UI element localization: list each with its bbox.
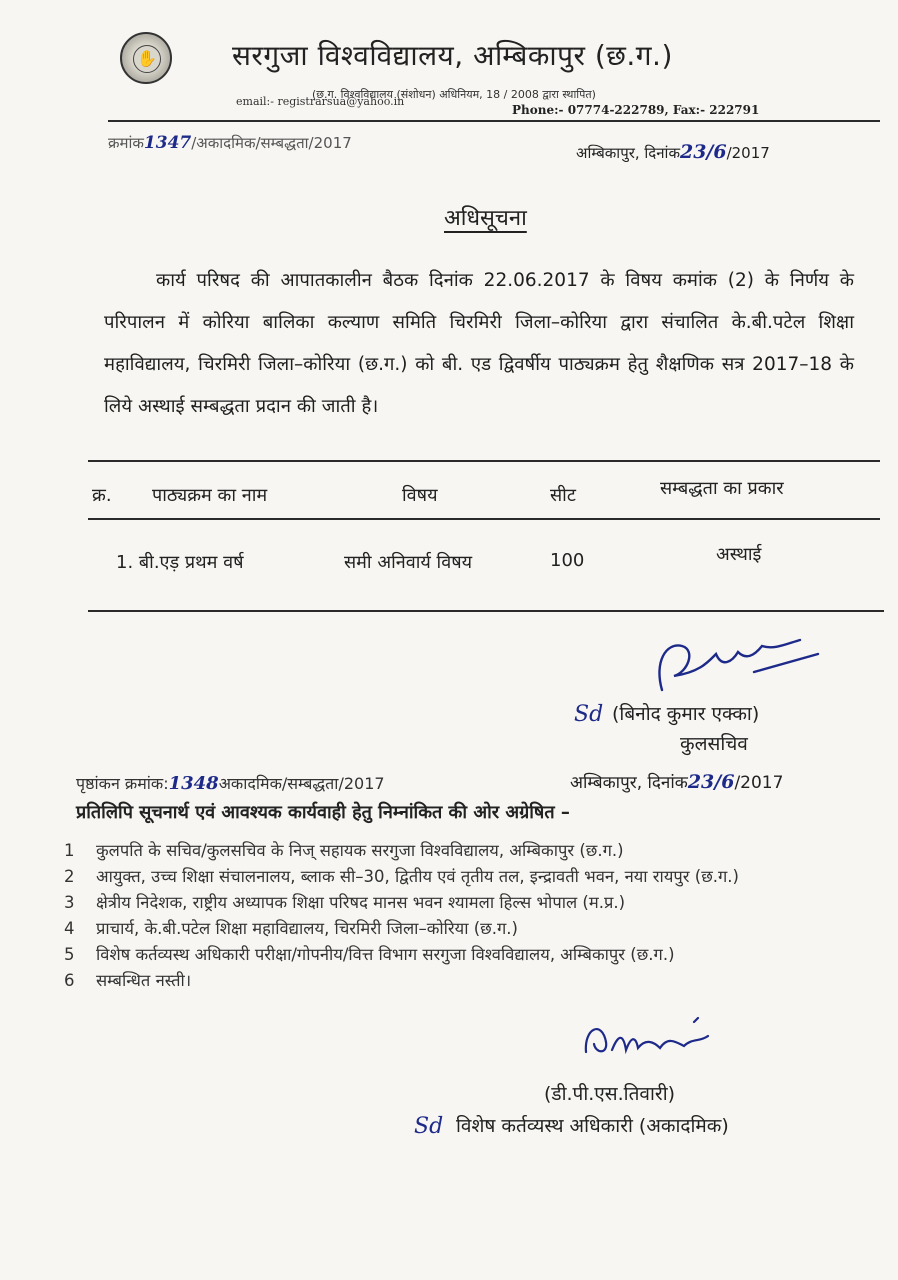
reference-number: क्रमांक1347/अकादमिक/सम्बद्धता/2017 [108, 133, 352, 153]
list-item: 4 प्राचार्य, के.बी.पटेल शिक्षा महाविद्यालय, चिरमिरी जिला–कोरिया (छ.ग.) [64, 919, 518, 938]
table-top-rule [88, 460, 880, 462]
copy-forwarded-line: प्रतिलिपि सूचनार्थ एवं आवश्यक कार्यवाही हेतु निम्नांकित की ओर अग्रेषित – [76, 802, 570, 823]
endorsement-number: पृष्ठांकन क्रमांक:1348अकादमिक/सम्बद्धता/2017 [76, 773, 385, 794]
col-header-affiliation-type: सम्बद्धता का प्रकार [660, 478, 784, 499]
university-logo [120, 32, 172, 84]
osd-name: (डी.पी.एस.तिवारी) [544, 1083, 676, 1105]
recipient-list [64, 838, 864, 994]
letterhead-rule [108, 120, 880, 122]
table-cell-seats: 100 [550, 550, 585, 571]
email-line: email:- registrarsua@yahoo.in [236, 95, 405, 108]
notification-title: अधिसूचना [444, 206, 527, 231]
notification-body: कार्य परिषद की आपातकालीन बैठक दिनांक 22.06.2017 के विषय कमांक (2) के निर्णय के परिपालन में कोरिया बालिका कल्याण समिति चिरमिरी जिला–कोरिया द्वारा संचालित के.बी.पटेल शिक्षा महाविद्यालय, चिरमिरी जिला–कोरिया (छ.ग.) को बी. एड द्विवर्षीय पाठ्यक्रम हेतु शैक्षणिक सत्र 2017–18 के लिये अस्थाई सम्बद्धता प्रदान की जाती है। [104, 270, 854, 417]
col-header-seats: सीट [550, 485, 576, 506]
phone-line: Phone:- 07774-222789, Fax:- 222791 [512, 103, 760, 117]
university-name: सरगुजा विश्वविद्यालय, अम्बिकापुर (छ.ग.) [232, 39, 673, 72]
osd-signature [576, 1008, 726, 1068]
establishment-act: (छ.ग. विश्वविद्यालय (संशोधन) अधिनियम, 18 / 2008 द्वारा स्थापित) [312, 88, 596, 101]
emblem-icon: ✋ [133, 45, 161, 73]
col-header-course: पाठ्यक्रम का नाम [152, 485, 268, 506]
table-header-rule [88, 518, 880, 520]
sd-mark: Sd [414, 1114, 444, 1139]
registrar-signature [604, 632, 824, 702]
list-item: 3 क्षेत्रीय निदेशक, राष्ट्रीय अध्यापक शिक्षा परिषद मानस भवन श्यामला हिल्स भोपाल (म.प्र.) [64, 893, 626, 912]
col-header-subject: विषय [402, 485, 438, 506]
table-cell-subject: समी अनिवार्य विषय [344, 552, 473, 573]
issue-date: अम्बिकापुर, दिनांक23/6/2017 [576, 141, 770, 163]
col-header-serial: क्र. [92, 485, 112, 506]
list-item: 1 कुलपति के सचिव/कुलसचिव के निज् सहायक सरगुजा विश्वविद्यालय, अम्बिकापुर (छ.ग.) [64, 841, 624, 860]
table-bottom-rule [88, 610, 884, 612]
sd-mark: Sd [574, 702, 604, 727]
osd-title: विशेष कर्तव्यस्थ अधिकारी (अकादमिक) [456, 1115, 729, 1137]
table-cell-affiliation-type: अस्थाई [716, 544, 762, 565]
endorsement-date: अम्बिकापुर, दिनांक23/6/2017 [570, 771, 784, 793]
list-item: 5 विशेष कर्तव्यस्थ अधिकारी परीक्षा/गोपनीय/वित्त विभाग सरगुजा विश्वविद्यालय, अम्बिकापुर (छ.ग.) [64, 945, 675, 964]
list-item: 6 सम्बन्धित नस्ती। [64, 971, 192, 990]
registrar-name: (बिनोद कुमार एक्का) [612, 703, 760, 725]
list-item: 2 आयुक्त, उच्च शिक्षा संचालनालय, ब्लाक सी–30, द्वितीय एवं तृतीय तल, इन्द्रावती भवन, नया रायपुर (छ.ग.) [64, 867, 739, 886]
table-cell-course: 1. बी.एड़ प्रथम वर्ष [116, 552, 244, 573]
registrar-title: कुलसचिव [680, 733, 748, 755]
